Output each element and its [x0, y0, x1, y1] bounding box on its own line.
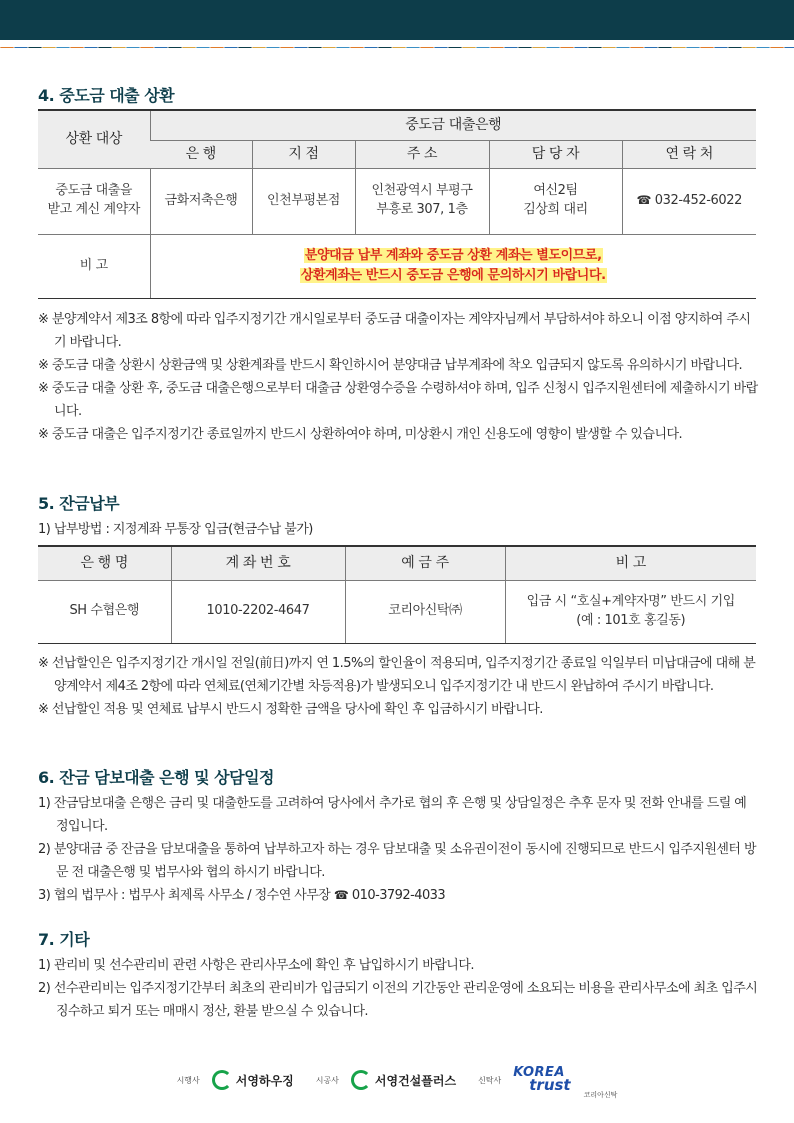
pattern-triangle: [672, 47, 686, 48]
phone-icon: ☎: [636, 192, 652, 207]
section-title-4: 4. 중도금 대출 상환: [38, 86, 175, 105]
footer-label-trust: 신탁사: [478, 1075, 502, 1085]
phone-icon: ☎: [333, 888, 349, 902]
pattern-triangle: [742, 47, 756, 48]
col-contact: 연 락 처: [622, 140, 756, 168]
company-builder: 서영건설플러스: [351, 1070, 456, 1090]
company-developer: 서영하우징: [212, 1070, 294, 1090]
pattern-triangle: [0, 47, 14, 48]
pattern-triangle: [756, 47, 770, 48]
cell-target: 중도금 대출을 받고 계신 계약자: [38, 168, 150, 234]
pattern-triangle: [56, 47, 70, 48]
pattern-triangle: [602, 47, 616, 48]
pattern-triangle: [420, 47, 434, 48]
table-row: [38, 580, 756, 643]
list-item: 2) 분양대금 중 잔금을 담보대출을 통하여 납부하고자 하는 경우 담보대출 및 소유권이전이 동시에 진행되므로 반드시 입주지원센터 방문 전 대출은행 및 법무사와 협의 하시기 바랍니다.: [38, 842, 756, 880]
note-item: ※ 분양계약서 제3조 8항에 따라 입주지정기간 개시일로부터 중도금 대출이자는 계약자님께서 부담하셔야 하오니 이점 양지하여 주시기 바랍니다.: [38, 312, 751, 350]
pattern-triangle: [70, 47, 84, 48]
pattern-triangle: [588, 47, 602, 48]
pattern-triangle: [560, 47, 574, 48]
section-title-7: 7. 기타: [38, 930, 90, 949]
pattern-triangle: [518, 47, 532, 48]
pattern-triangle: [644, 47, 658, 48]
pattern-triangle: [182, 47, 196, 48]
col-bank-name: 은 행 명: [38, 546, 171, 580]
col-holder: 예 금 주: [345, 546, 505, 580]
cell-remark-label: 비 고: [38, 234, 150, 298]
cell-branch: 인천부평본점: [252, 168, 355, 234]
pattern-triangle: [784, 47, 794, 48]
cell-remark: [150, 234, 756, 298]
pattern-triangle: [364, 47, 378, 48]
section4-notes: [38, 308, 758, 446]
remark-highlight-1: 분양대금 납부 계좌와 중도금 상환 계좌는 별도이므로,: [304, 247, 602, 263]
cell-bank-name: SH 수협은행: [38, 580, 171, 643]
pattern-triangle: [728, 47, 742, 48]
footer: [0, 1060, 794, 1100]
pattern-triangle: [238, 47, 252, 48]
cell-manager: 여신2팀 김상희 대리: [489, 168, 622, 234]
section-title-5: 5. 잔금납부: [38, 494, 120, 513]
pattern-triangle: [532, 47, 546, 48]
pattern-triangle: [224, 47, 238, 48]
footer-label-developer: 시행사: [176, 1075, 200, 1085]
pattern-triangle: [392, 47, 406, 48]
korea-trust-logo: KOREA trust: [513, 1065, 571, 1095]
pattern-triangle: [210, 47, 224, 48]
pattern-triangle: [504, 47, 518, 48]
list-item: 1) 잔금담보대출 은행은 금리 및 대출한도를 고려하여 당사에서 추가로 협의 후 은행 및 상담일정은 추후 문자 및 전화 안내를 드릴 예정입니다.: [38, 796, 747, 834]
cell-bank: 금화저축은행: [150, 168, 252, 234]
pattern-triangle: [42, 47, 56, 48]
pattern-triangle: [378, 47, 392, 48]
col-remark: 비 고: [505, 546, 756, 580]
pattern-triangle: [98, 47, 112, 48]
pattern-triangle: [490, 47, 504, 48]
col-bank: 은 행: [150, 140, 252, 168]
header-pattern: [0, 40, 794, 48]
note-item: ※ 선납할인은 입주지정기간 개시일 전일(前日)까지 연 1.5%의 할인율이 적용되며, 입주지정기간 종료일 익일부터 미납대금에 대해 분양계약서 제4조 2항에 따라 연체료(연체기간별 차등적용)가 발생되오니 입주지정기간 내 반드시 완납하여 주시기 바랍니다.: [38, 656, 756, 694]
cell-contact: ☎ 032-452-6022: [622, 168, 756, 234]
balance-payment-table: [38, 545, 756, 644]
list-item: 3) 협의 법무사 : 법무사 최제록 사무소 / 정수연 사무장 ☎ 010-3792-4033: [38, 888, 446, 903]
pattern-triangle: [686, 47, 700, 48]
pattern-triangle: [28, 47, 42, 48]
payment-method: 1) 납부방법 : 지정계좌 무통장 입금(현금수납 불가): [38, 522, 313, 537]
header-pattern-graphic: [0, 47, 794, 48]
col-manager: 담 당 자: [489, 140, 622, 168]
pattern-triangle: [658, 47, 672, 48]
section6-items: [38, 792, 758, 907]
pattern-triangle: [700, 47, 714, 48]
header-band: [0, 0, 794, 40]
list-item: 1) 관리비 및 선수관리비 관련 사항은 관리사무소에 확인 후 납입하시기 바랍니다.: [38, 958, 474, 973]
pattern-triangle: [168, 47, 182, 48]
pattern-triangle: [350, 47, 364, 48]
pattern-triangle: [84, 47, 98, 48]
pattern-triangle: [770, 47, 784, 48]
footer-label-builder: 시공사: [315, 1075, 339, 1085]
col-address: 주 소: [355, 140, 489, 168]
loan-repayment-table: [38, 109, 756, 299]
pattern-triangle: [154, 47, 168, 48]
col-target: 상환 대상: [38, 110, 150, 168]
pattern-triangle: [714, 47, 728, 48]
pattern-triangle: [126, 47, 140, 48]
section-title-6: 6. 잔금 담보대출 은행 및 상담일정: [38, 768, 274, 787]
list-item: 2) 선수관리비는 입주지정기간부터 최초의 관리비가 입금되기 이전의 기간동안 관리운영에 소요되는 비용을 관리사무소에 최초 입주시 징수하고 퇴거 또는 매매시 정산, 환불 받으실 수 있습니다.: [38, 981, 758, 1019]
section5-notes: [38, 652, 758, 721]
note-item: ※ 선납할인 적용 및 연체료 납부시 반드시 정확한 금액을 당사에 확인 후 입금하시기 바랍니다.: [38, 702, 543, 717]
pattern-triangle: [630, 47, 644, 48]
pattern-triangle: [462, 47, 476, 48]
seoyoung-logo-icon: [351, 1070, 371, 1090]
pattern-triangle: [322, 47, 336, 48]
pattern-triangle: [406, 47, 420, 48]
pattern-triangle: [448, 47, 462, 48]
table-row-remark: [38, 234, 756, 298]
col-account: 계 좌 번 호: [171, 546, 345, 580]
pattern-triangle: [616, 47, 630, 48]
pattern-triangle: [280, 47, 294, 48]
pattern-triangle: [112, 47, 126, 48]
seoyoung-logo-icon: [212, 1070, 232, 1090]
pattern-triangle: [196, 47, 210, 48]
section7-items: [38, 954, 758, 1023]
pattern-triangle: [14, 47, 28, 48]
table-row: [38, 168, 756, 234]
pattern-triangle: [308, 47, 322, 48]
pattern-triangle: [336, 47, 350, 48]
pattern-triangle: [266, 47, 280, 48]
remark-highlight-2: 상환계좌는 반드시 중도금 은행에 문의하시기 바랍니다.: [300, 268, 606, 283]
pattern-triangle: [140, 47, 154, 48]
note-item: ※ 중도금 대출 상환시 상환금액 및 상환계좌를 반드시 확인하시어 분양대금 납부계좌에 착오 입금되지 않도록 유의하시기 바랍니다.: [38, 358, 743, 373]
col-branch: 지 점: [252, 140, 355, 168]
pattern-triangle: [476, 47, 490, 48]
pattern-triangle: [434, 47, 448, 48]
pattern-triangle: [546, 47, 560, 48]
pattern-triangle: [574, 47, 588, 48]
note-item: ※ 중도금 대출은 입주지정기간 종료일까지 반드시 상환하여야 하며, 미상환시 개인 신용도에 영향이 발생할 수 있습니다.: [38, 427, 683, 442]
cell-address: 인천광역시 부평구 부흥로 307, 1층: [355, 168, 489, 234]
korea-trust-sub: 코리아신탁: [583, 1091, 618, 1099]
col-group-bank: 중도금 대출은행: [150, 110, 756, 140]
cell-remark: 입금 시 “호실+계약자명” 반드시 기입 (예 : 101호 홍길동): [505, 580, 756, 643]
cell-account: 1010-2202-4647: [171, 580, 345, 643]
cell-holder: 코리아신탁㈜: [345, 580, 505, 643]
note-item: ※ 중도금 대출 상환 후, 중도금 대출은행으로부터 대출금 상환영수증을 수령하셔야 하며, 입주 신청시 입주지원센터에 제출하시기 바랍니다.: [38, 381, 758, 419]
pattern-triangle: [252, 47, 266, 48]
pattern-triangle: [294, 47, 308, 48]
